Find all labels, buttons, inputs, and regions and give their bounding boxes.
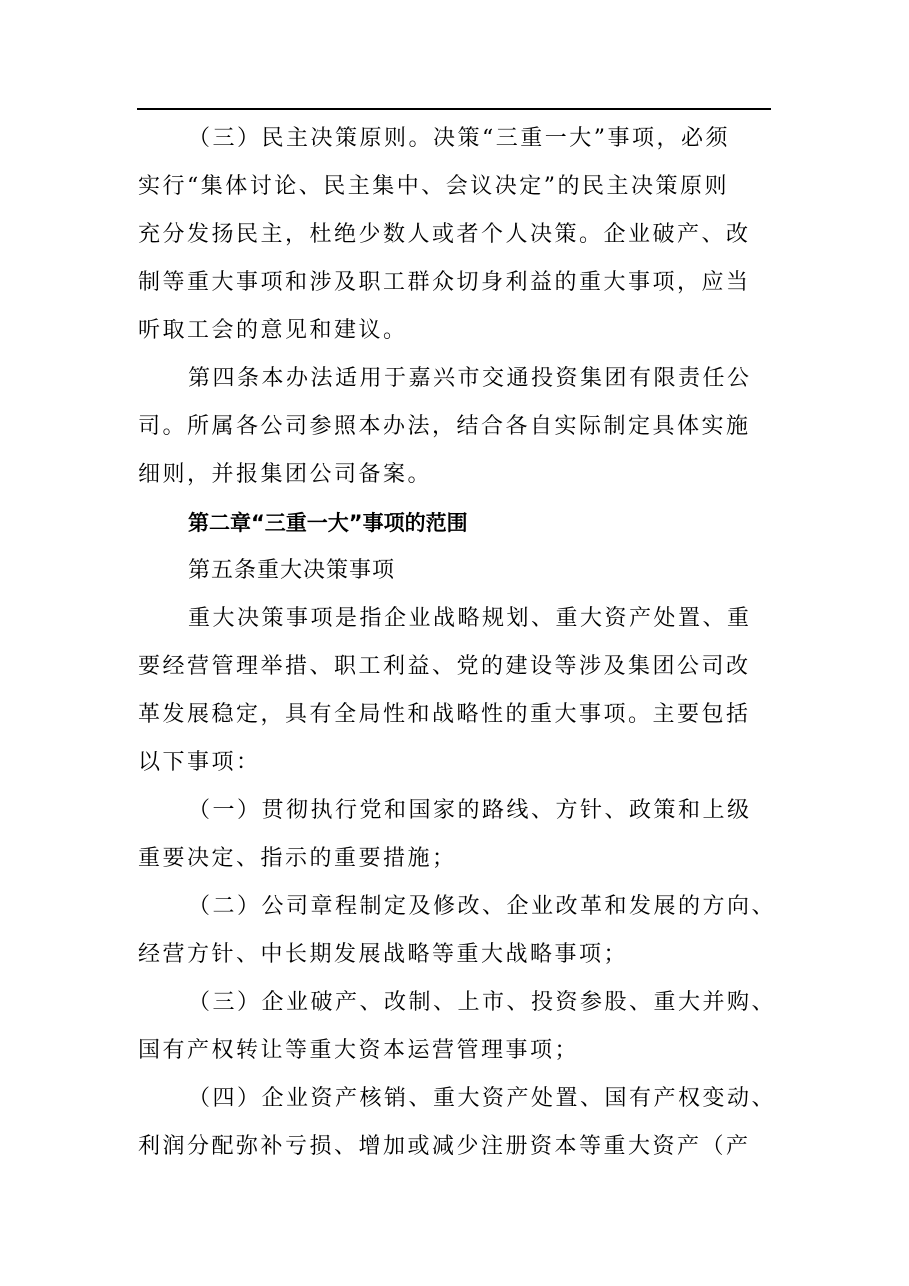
text-line: （四）企业资产核销、重大资产处置、国有产权变动、 bbox=[188, 1086, 777, 1111]
text-line: 实行“集体讨论、民主集中、会议决定”的民主决策原则 bbox=[138, 174, 729, 199]
article-five-title: 第五条重大决策事项 bbox=[188, 558, 396, 583]
text-line: 以下事项： bbox=[138, 750, 261, 775]
text-line: 第四条本办法适用于嘉兴市交通投资集团有限责任公 bbox=[188, 366, 752, 391]
list-item-two bbox=[138, 883, 788, 979]
text-line: 国有产权转让等重大资本运营管理事项； bbox=[138, 1038, 580, 1063]
paragraph-principle-three bbox=[138, 115, 788, 355]
chapter-heading: 第二章“三重一大”事项的范围 bbox=[188, 511, 468, 535]
text-line: 经营方针、中长期发展战略等重大战略事项； bbox=[138, 942, 629, 967]
text-line: （三）企业破产、改制、上市、投资参股、重大并购、 bbox=[188, 990, 777, 1015]
text-line: （二）公司章程制定及修改、企业改革和发展的方向、 bbox=[188, 894, 777, 919]
paragraph-article-four bbox=[138, 355, 788, 499]
text-line: 要经营管理举措、职工利益、党的建设等涉及集团公司改 bbox=[138, 654, 751, 679]
list-item-three bbox=[138, 979, 788, 1075]
text-line: 重要决定、指示的重要措施； bbox=[138, 846, 457, 871]
header-rule bbox=[137, 108, 771, 110]
text-line: 细则，并报集团公司备案。 bbox=[138, 462, 433, 487]
list-item-four bbox=[138, 1075, 788, 1171]
paragraph-article-five-body bbox=[138, 595, 788, 787]
text-line: 制等重大事项和涉及职工群众切身利益的重大事项，应当 bbox=[138, 270, 751, 295]
document-body bbox=[138, 115, 788, 1171]
text-line: 司。所属各公司参照本办法，结合各自实际制定具体实施 bbox=[138, 414, 751, 439]
text-line: 重大决策事项是指企业战略规划、重大资产处置、重 bbox=[188, 606, 752, 631]
text-line: 充分发扬民主，杜绝少数人或者个人决策。企业破产、改 bbox=[138, 222, 751, 247]
text-line: 革发展稳定，具有全局性和战略性的重大事项。主要包括 bbox=[138, 702, 751, 727]
text-line: （三）民主决策原则。决策“三重一大”事项，必须 bbox=[188, 126, 730, 151]
text-line: （一）贯彻执行党和国家的路线、方针、政策和上级 bbox=[188, 798, 752, 823]
list-item-one bbox=[138, 787, 788, 883]
text-line: 利润分配弥补亏损、增加或减少注册资本等重大资产（产 bbox=[138, 1134, 751, 1159]
text-line: 听取工会的意见和建议。 bbox=[138, 318, 408, 343]
